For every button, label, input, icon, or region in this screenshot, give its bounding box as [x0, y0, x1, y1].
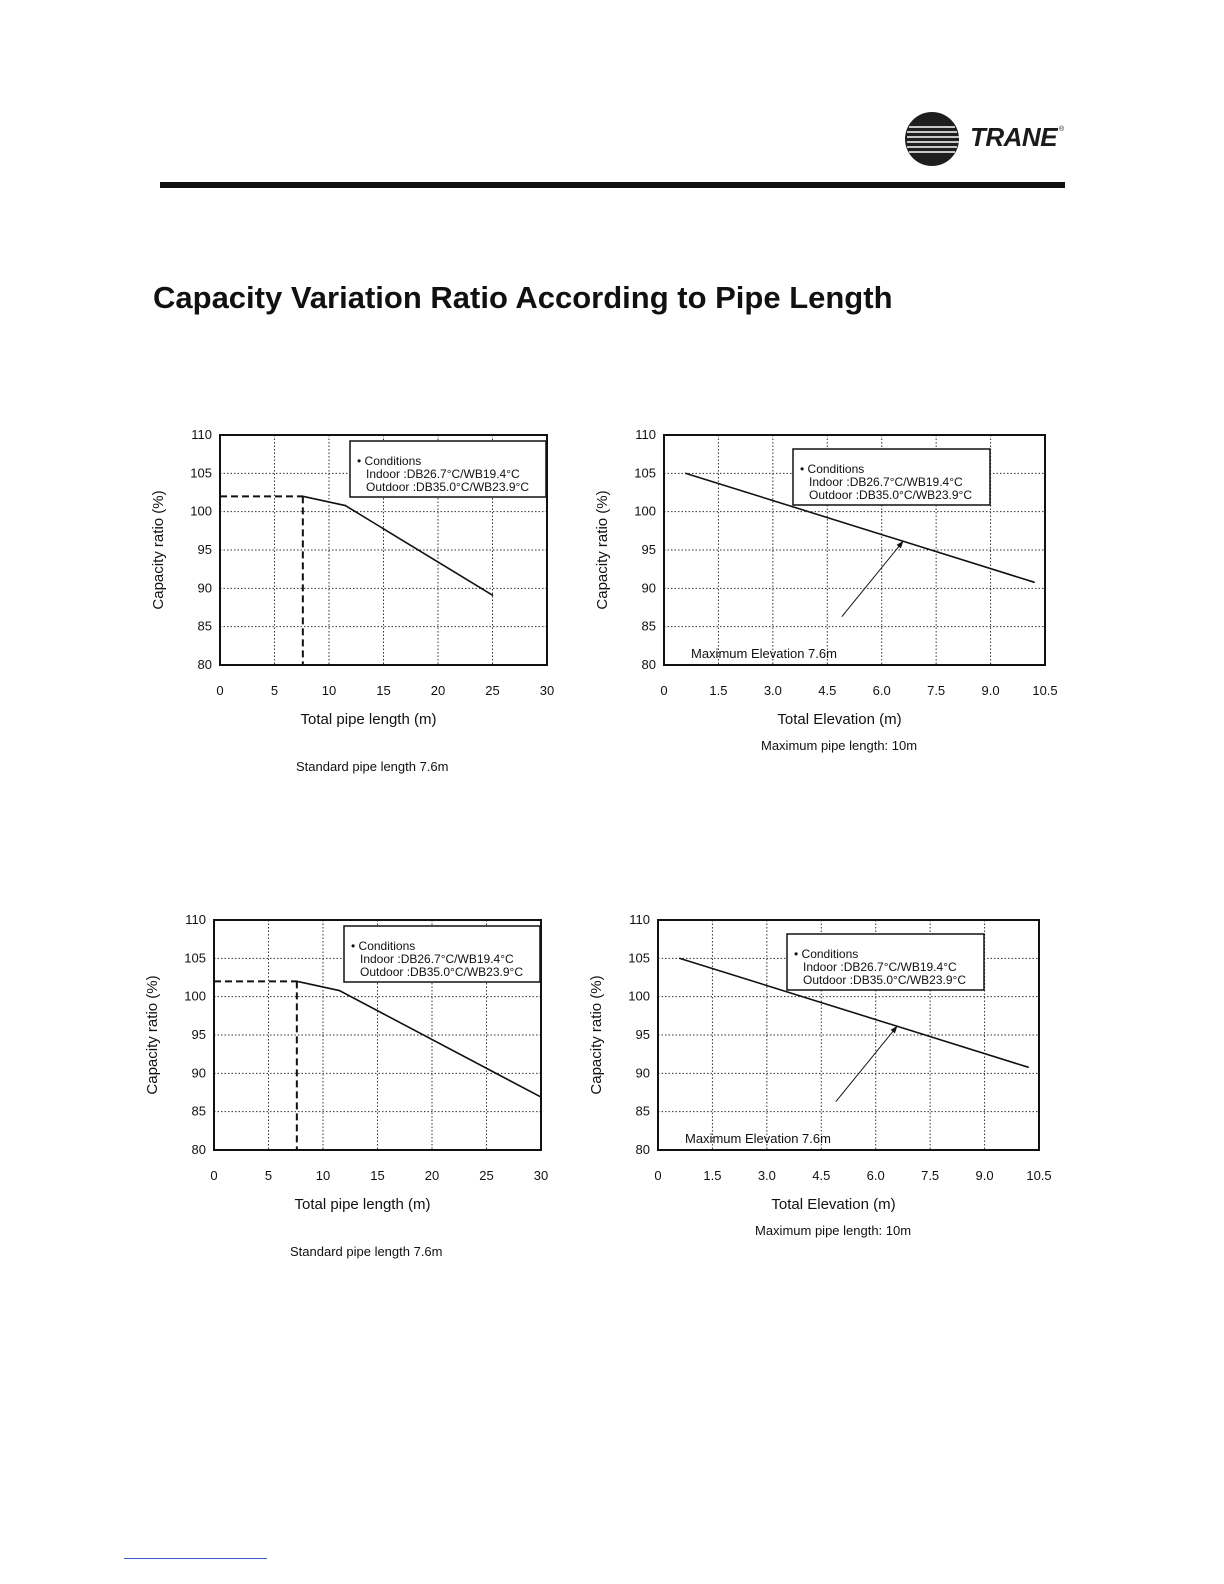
x-tick-label: 25 — [479, 1168, 494, 1183]
conditions-heading: • Conditions — [800, 462, 865, 476]
chart-caption: Standard pipe length 7.6m — [296, 759, 449, 774]
y-tick-label: 90 — [191, 1065, 206, 1081]
x-tick-label: 10.5 — [1026, 1168, 1052, 1183]
annotation-label: Maximum Elevation 7.6m — [691, 646, 837, 661]
x-tick-label: 3.0 — [757, 1168, 776, 1183]
conditions-outdoor: Outdoor :DB35.0°C/WB23.9°C — [360, 965, 524, 979]
x-tick-label: 9.0 — [975, 1168, 994, 1183]
x-tick-label: 0 — [660, 683, 668, 698]
x-tick-label: 0 — [654, 1168, 662, 1183]
y-tick-label: 90 — [635, 1065, 650, 1081]
x-axis-label: Total Elevation (m) — [771, 1196, 896, 1213]
series-line — [297, 981, 541, 1097]
x-tick-label: 15 — [370, 1168, 385, 1183]
data-point — [302, 496, 304, 498]
y-tick-label: 100 — [634, 503, 656, 519]
chart-pipe-length-bottom — [134, 910, 564, 1220]
conditions-heading: • Conditions — [357, 454, 422, 468]
annotation-arrow — [842, 541, 904, 617]
x-axis-label: Total Elevation (m) — [777, 711, 902, 728]
x-tick-label: 20 — [424, 1168, 440, 1183]
chart-caption: Maximum pipe length: 10m — [761, 738, 918, 753]
y-tick-label: 80 — [635, 1142, 650, 1157]
chart-caption: Maximum pipe length: 10m — [755, 1223, 912, 1238]
annotation-label: Maximum Elevation 7.6m — [685, 1131, 831, 1146]
x-tick-label: 30 — [539, 683, 555, 698]
x-tick-label: 7.5 — [921, 1168, 940, 1183]
y-tick-label: 85 — [641, 618, 656, 634]
y-tick-label: 110 — [191, 427, 212, 442]
x-tick-label: 10 — [315, 1168, 331, 1183]
y-tick-label: 100 — [190, 503, 212, 519]
y-tick-label: 90 — [641, 580, 656, 596]
y-axis-label: Capacity ratio (%) — [150, 490, 167, 610]
x-tick-label: 6.0 — [872, 683, 891, 698]
y-tick-label: 80 — [191, 1142, 206, 1157]
data-point — [540, 1096, 542, 1098]
x-tick-label: 10 — [321, 683, 337, 698]
x-tick-label: 15 — [376, 683, 391, 698]
x-tick-label: 0 — [210, 1168, 218, 1183]
y-tick-label: 110 — [185, 912, 206, 927]
data-point — [679, 958, 681, 960]
data-point — [296, 981, 298, 983]
data-point — [492, 594, 494, 596]
chart-pipe-length-top — [140, 425, 570, 735]
conditions-heading: • Conditions — [794, 947, 859, 961]
y-tick-label: 110 — [635, 427, 656, 442]
y-tick-label: 105 — [634, 465, 656, 481]
conditions-indoor: Indoor :DB26.7°C/WB19.4°C — [366, 467, 520, 481]
data-point — [339, 990, 341, 992]
series-line — [303, 496, 493, 595]
conditions-indoor: Indoor :DB26.7°C/WB19.4°C — [809, 475, 963, 489]
y-tick-label: 80 — [641, 657, 656, 672]
y-tick-label: 95 — [197, 542, 212, 557]
conditions-outdoor: Outdoor :DB35.0°C/WB23.9°C — [803, 973, 967, 987]
y-tick-label: 105 — [628, 950, 650, 966]
y-tick-label: 80 — [197, 657, 212, 672]
x-axis-label: Total pipe length (m) — [294, 1196, 431, 1213]
y-tick-label: 95 — [635, 1027, 650, 1042]
conditions-indoor: Indoor :DB26.7°C/WB19.4°C — [803, 960, 957, 974]
x-tick-label: 7.5 — [927, 683, 946, 698]
conditions-indoor: Indoor :DB26.7°C/WB19.4°C — [360, 952, 514, 966]
y-axis-label: Capacity ratio (%) — [144, 975, 161, 1095]
x-tick-label: 3.0 — [763, 683, 782, 698]
chart-elevation-bottom — [578, 910, 1068, 1220]
x-tick-label: 0 — [216, 683, 224, 698]
x-tick-label: 9.0 — [981, 683, 1000, 698]
x-tick-label: 1.5 — [703, 1168, 722, 1183]
x-tick-label: 6.0 — [866, 1168, 885, 1183]
y-tick-label: 85 — [635, 1103, 650, 1119]
y-tick-label: 85 — [191, 1103, 206, 1119]
y-tick-label: 105 — [184, 950, 206, 966]
y-tick-label: 100 — [184, 988, 206, 1004]
y-tick-label: 100 — [628, 988, 650, 1004]
x-axis-label: Total pipe length (m) — [300, 711, 437, 728]
x-tick-label: 10.5 — [1032, 683, 1058, 698]
data-point — [685, 473, 687, 475]
y-tick-label: 110 — [629, 912, 650, 927]
x-tick-label: 30 — [533, 1168, 549, 1183]
x-tick-label: 5 — [264, 1168, 273, 1183]
registered-mark: ® — [1059, 126, 1065, 133]
x-tick-label: 25 — [485, 683, 500, 698]
y-tick-label: 85 — [197, 618, 212, 634]
y-axis-label: Capacity ratio (%) — [588, 975, 605, 1095]
y-tick-label: 90 — [197, 580, 212, 596]
data-point — [345, 505, 347, 507]
x-tick-label: 4.5 — [812, 1168, 831, 1183]
conditions-heading: • Conditions — [351, 939, 416, 953]
data-point — [1033, 581, 1035, 583]
x-tick-label: 5 — [270, 683, 279, 698]
y-axis-label: Capacity ratio (%) — [594, 490, 611, 610]
x-tick-label: 4.5 — [818, 683, 837, 698]
conditions-outdoor: Outdoor :DB35.0°C/WB23.9°C — [809, 488, 973, 502]
data-point — [1027, 1066, 1029, 1068]
conditions-outdoor: Outdoor :DB35.0°C/WB23.9°C — [366, 480, 530, 494]
page-title: Capacity Variation Ratio According to Pipe Length — [153, 280, 893, 315]
y-tick-label: 95 — [641, 542, 656, 557]
header-rule — [160, 182, 1065, 188]
annotation-arrow — [836, 1026, 898, 1102]
chart-caption: Standard pipe length 7.6m — [290, 1244, 443, 1259]
x-tick-label: 1.5 — [709, 683, 728, 698]
y-tick-label: 95 — [191, 1027, 206, 1042]
x-tick-label: 20 — [430, 683, 446, 698]
chart-elevation-top — [584, 425, 1074, 735]
y-tick-label: 105 — [190, 465, 212, 481]
footer-link-underline[interactable] — [124, 1558, 267, 1559]
brand-name: TRANE — [970, 122, 1058, 152]
